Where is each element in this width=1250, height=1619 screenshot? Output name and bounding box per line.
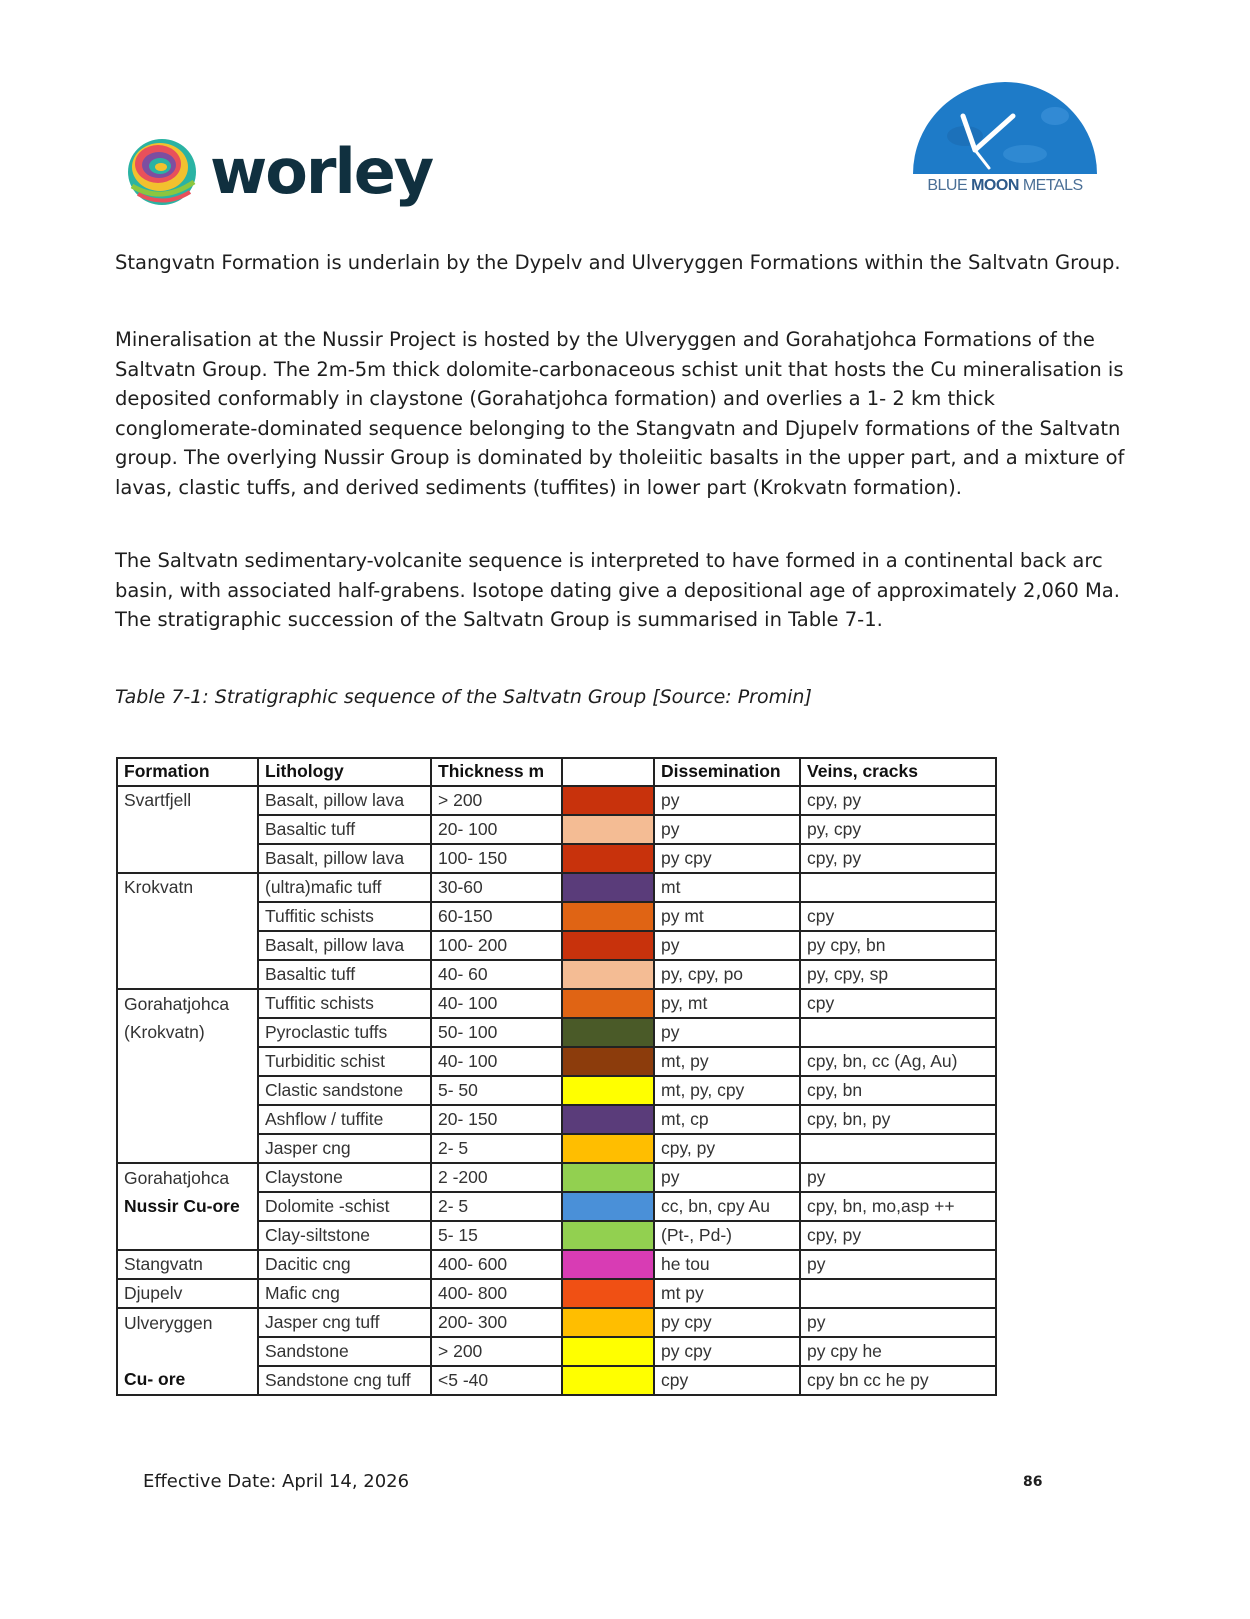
effective-date: Effective Date: April 14, 2026: [143, 1471, 410, 1492]
lithology-cell: Jasper cng: [258, 1134, 431, 1163]
thickness-cell: 50- 100: [431, 1018, 562, 1047]
color-swatch: [563, 816, 653, 843]
formation-cell: [117, 1308, 258, 1395]
worley-wordmark: worley: [210, 135, 433, 208]
lithology-cell: Jasper cng tuff: [258, 1308, 431, 1337]
thickness-cell: 40- 60: [431, 960, 562, 989]
lithology-cell: Tuffitic schists: [258, 989, 431, 1018]
paragraph-mineralisation: Mineralisation at the Nussir Project is hosted by the Ulveryggen and Gorahatjohca Formations of the Saltvatn Group. The 2m-5m thick dolomite-carbonaceous schist unit that hosts the Cu mineralisation is deposited conformably in claystone (Gorahatjohca formation) and overlies a 1- 2 km thick conglomerate-dominated sequence belonging to the Stangvatn and Djupelv formations of the Saltvatn group. The overlying Nussir Group is dominated by tholeiitic basalts in the upper part, and a mixture of lavas, clastic tuffs, and derived sediments (tuffites) in lower part (Krokvatn formation).: [115, 328, 1125, 499]
color-swatch: [563, 1019, 653, 1046]
color-swatch-cell: [562, 1047, 654, 1076]
veins-cell: cpy, bn: [800, 1076, 996, 1105]
formation-label: Djupelv: [124, 1282, 183, 1303]
veins-cell: py: [800, 1250, 996, 1279]
veins-cell: cpy, py: [800, 844, 996, 873]
thickness-cell: 200- 300: [431, 1308, 562, 1337]
thickness-cell: 100- 150: [431, 844, 562, 873]
table-caption: Table 7-1: Stratigraphic sequence of the Saltvatn Group [Source: Promin]: [115, 686, 812, 708]
color-swatch-cell: [562, 815, 654, 844]
thickness-cell: 30-60: [431, 873, 562, 902]
veins-cell: cpy, bn, py: [800, 1105, 996, 1134]
formation-label: Ulveryggen: [124, 1312, 213, 1333]
veins-cell: py cpy he: [800, 1337, 996, 1366]
worley-logo: [124, 132, 444, 212]
lithology-cell: Turbiditic schist: [258, 1047, 431, 1076]
lithology-cell: Pyroclastic tuffs: [258, 1018, 431, 1047]
veins-cell: py: [800, 1163, 996, 1192]
table-row: [117, 1163, 996, 1192]
color-swatch-cell: [562, 1250, 654, 1279]
table-row: [117, 786, 996, 815]
color-swatch: [563, 932, 653, 959]
thickness-cell: 2 -200: [431, 1163, 562, 1192]
color-swatch-cell: [562, 960, 654, 989]
stratigraphic-table: [116, 757, 997, 1396]
color-swatch-cell: [562, 1192, 654, 1221]
lithology-cell: Basalt, pillow lava: [258, 844, 431, 873]
formation-label: Svartfjell: [124, 789, 192, 810]
thickness-cell: 20- 100: [431, 815, 562, 844]
lithology-cell: Basalt, pillow lava: [258, 786, 431, 815]
dissemination-cell: py cpy: [654, 1308, 800, 1337]
formation-cell: [117, 989, 258, 1163]
color-swatch: [563, 1309, 653, 1336]
thickness-cell: 5- 15: [431, 1221, 562, 1250]
color-swatch: [563, 1251, 653, 1278]
header-thickness: Thickness m: [431, 758, 562, 786]
lithology-cell: Basalt, pillow lava: [258, 931, 431, 960]
formation-label: Gorahatjohca: [124, 993, 230, 1014]
table-row: [117, 1279, 996, 1308]
thickness-cell: 2- 5: [431, 1192, 562, 1221]
moon-clock-icon: [905, 76, 1105, 176]
thickness-cell: 40- 100: [431, 989, 562, 1018]
dissemination-cell: py: [654, 1163, 800, 1192]
header-lithology: Lithology: [258, 758, 431, 786]
thickness-cell: 400- 800: [431, 1279, 562, 1308]
dissemination-cell: py, mt: [654, 989, 800, 1018]
dissemination-cell: (Pt-, Pd-): [654, 1221, 800, 1250]
lithology-cell: Claystone: [258, 1163, 431, 1192]
color-swatch: [563, 1222, 653, 1249]
veins-cell: cpy, bn, cc (Ag, Au): [800, 1047, 996, 1076]
lithology-cell: Ashflow / tuffite: [258, 1105, 431, 1134]
table-row: [117, 1250, 996, 1279]
dissemination-cell: cpy, py: [654, 1134, 800, 1163]
veins-cell: cpy, bn, mo,asp ++: [800, 1192, 996, 1221]
dissemination-cell: mt, py, cpy: [654, 1076, 800, 1105]
formation-cell: [117, 873, 258, 989]
page-number: 86: [1023, 1474, 1043, 1490]
veins-cell: [800, 873, 996, 902]
table-row: [117, 989, 996, 1018]
color-swatch-cell: [562, 1134, 654, 1163]
color-swatch-cell: [562, 873, 654, 902]
color-swatch-cell: [562, 1221, 654, 1250]
dissemination-cell: py mt: [654, 902, 800, 931]
dissemination-cell: he tou: [654, 1250, 800, 1279]
table-body: [117, 786, 996, 1395]
color-swatch-cell: [562, 1076, 654, 1105]
thickness-cell: > 200: [431, 786, 562, 815]
thickness-cell: <5 -40: [431, 1366, 562, 1395]
dissemination-cell: py: [654, 931, 800, 960]
color-swatch: [563, 845, 653, 872]
thickness-cell: 5- 50: [431, 1076, 562, 1105]
formation-cell: [117, 1279, 258, 1308]
color-swatch: [563, 1193, 653, 1220]
color-swatch-cell: [562, 786, 654, 815]
color-swatch-cell: [562, 1163, 654, 1192]
lithology-cell: Mafic cng: [258, 1279, 431, 1308]
thickness-cell: 2- 5: [431, 1134, 562, 1163]
veins-cell: cpy bn cc he py: [800, 1366, 996, 1395]
blue-moon-metals-logo: [905, 76, 1105, 206]
lithology-cell: Basaltic tuff: [258, 815, 431, 844]
lithology-cell: Dolomite -schist: [258, 1192, 431, 1221]
table-row: [117, 1308, 996, 1337]
lithology-cell: Clay-siltstone: [258, 1221, 431, 1250]
color-swatch: [563, 1164, 653, 1191]
color-swatch: [563, 1077, 653, 1104]
color-swatch-cell: [562, 1337, 654, 1366]
color-swatch-cell: [562, 989, 654, 1018]
lithology-cell: (ultra)mafic tuff: [258, 873, 431, 902]
color-swatch: [563, 874, 653, 901]
color-swatch: [563, 990, 653, 1017]
thickness-cell: 100- 200: [431, 931, 562, 960]
color-swatch-cell: [562, 1308, 654, 1337]
dissemination-cell: mt: [654, 873, 800, 902]
dissemination-cell: cpy: [654, 1366, 800, 1395]
color-swatch: [563, 1106, 653, 1133]
veins-cell: py, cpy: [800, 815, 996, 844]
thickness-cell: > 200: [431, 1337, 562, 1366]
color-swatch: [563, 961, 653, 988]
table-header-row: [117, 758, 996, 786]
dissemination-cell: py: [654, 815, 800, 844]
color-swatch-cell: [562, 931, 654, 960]
dissemination-cell: py: [654, 1018, 800, 1047]
veins-cell: cpy, py: [800, 786, 996, 815]
veins-cell: py: [800, 1308, 996, 1337]
color-swatch: [563, 1280, 653, 1307]
color-swatch: [563, 1338, 653, 1365]
color-swatch-cell: [562, 1279, 654, 1308]
formation-cell: [117, 1250, 258, 1279]
paragraph-saltvatn-sequence: The Saltvatn sedimentary-volcanite sequence is interpreted to have formed in a continental back arc basin, with associated half-grabens. Isotope dating give a depositional age of approximately 2,060 Ma. The stratigraphic succession of the Saltvatn Group is summarised in Table 7-1.: [115, 549, 1120, 631]
color-swatch-cell: [562, 1366, 654, 1395]
color-swatch-cell: [562, 1018, 654, 1047]
header-formation: Formation: [117, 758, 258, 786]
header-color: [562, 758, 654, 786]
veins-cell: [800, 1018, 996, 1047]
formation-label: Gorahatjohca: [124, 1167, 230, 1188]
color-swatch: [563, 1135, 653, 1162]
veins-cell: cpy, py: [800, 1221, 996, 1250]
veins-cell: [800, 1134, 996, 1163]
formation-label: Nussir Cu-ore: [124, 1195, 240, 1216]
formation-cell: [117, 1163, 258, 1250]
color-swatch: [563, 787, 653, 814]
color-swatch-cell: [562, 1105, 654, 1134]
header-dissemination: Dissemination: [654, 758, 800, 786]
header-veins: Veins, cracks: [800, 758, 996, 786]
formation-label: Stangvatn: [124, 1253, 203, 1274]
lithology-cell: Sandstone cng tuff: [258, 1366, 431, 1395]
formation-label: Krokvatn: [124, 876, 194, 897]
dissemination-cell: py cpy: [654, 1337, 800, 1366]
paragraph-formation-underlain: Stangvatn Formation is underlain by the Dypelv and Ulveryggen Formations within the Saltvatn Group.: [115, 251, 1121, 274]
color-swatch-cell: [562, 902, 654, 931]
veins-cell: py cpy, bn: [800, 931, 996, 960]
dissemination-cell: py cpy: [654, 844, 800, 873]
table-row: [117, 873, 996, 902]
color-swatch: [563, 1367, 653, 1394]
dissemination-cell: mt py: [654, 1279, 800, 1308]
dissemination-cell: py: [654, 786, 800, 815]
formation-label: (Krokvatn): [124, 1021, 205, 1042]
worley-swirl-icon: [124, 134, 200, 210]
color-swatch: [563, 903, 653, 930]
lithology-cell: Dacitic cng: [258, 1250, 431, 1279]
veins-cell: cpy: [800, 902, 996, 931]
blue-moon-metals-wordmark: BLUE MOON METALS: [927, 177, 1083, 194]
color-swatch: [563, 1048, 653, 1075]
lithology-cell: Tuffitic schists: [258, 902, 431, 931]
color-swatch-cell: [562, 844, 654, 873]
thickness-cell: 400- 600: [431, 1250, 562, 1279]
lithology-cell: Sandstone: [258, 1337, 431, 1366]
dissemination-cell: mt, cp: [654, 1105, 800, 1134]
thickness-cell: 60-150: [431, 902, 562, 931]
lithology-cell: Clastic sandstone: [258, 1076, 431, 1105]
dissemination-cell: mt, py: [654, 1047, 800, 1076]
thickness-cell: 20- 150: [431, 1105, 562, 1134]
dissemination-cell: cc, bn, cpy Au: [654, 1192, 800, 1221]
lithology-cell: Basaltic tuff: [258, 960, 431, 989]
veins-cell: cpy: [800, 989, 996, 1018]
dissemination-cell: py, cpy, po: [654, 960, 800, 989]
formation-label: Cu- ore: [124, 1368, 186, 1389]
thickness-cell: 40- 100: [431, 1047, 562, 1076]
formation-label: [124, 1337, 251, 1365]
veins-cell: [800, 1279, 996, 1308]
veins-cell: py, cpy, sp: [800, 960, 996, 989]
formation-cell: [117, 786, 258, 873]
